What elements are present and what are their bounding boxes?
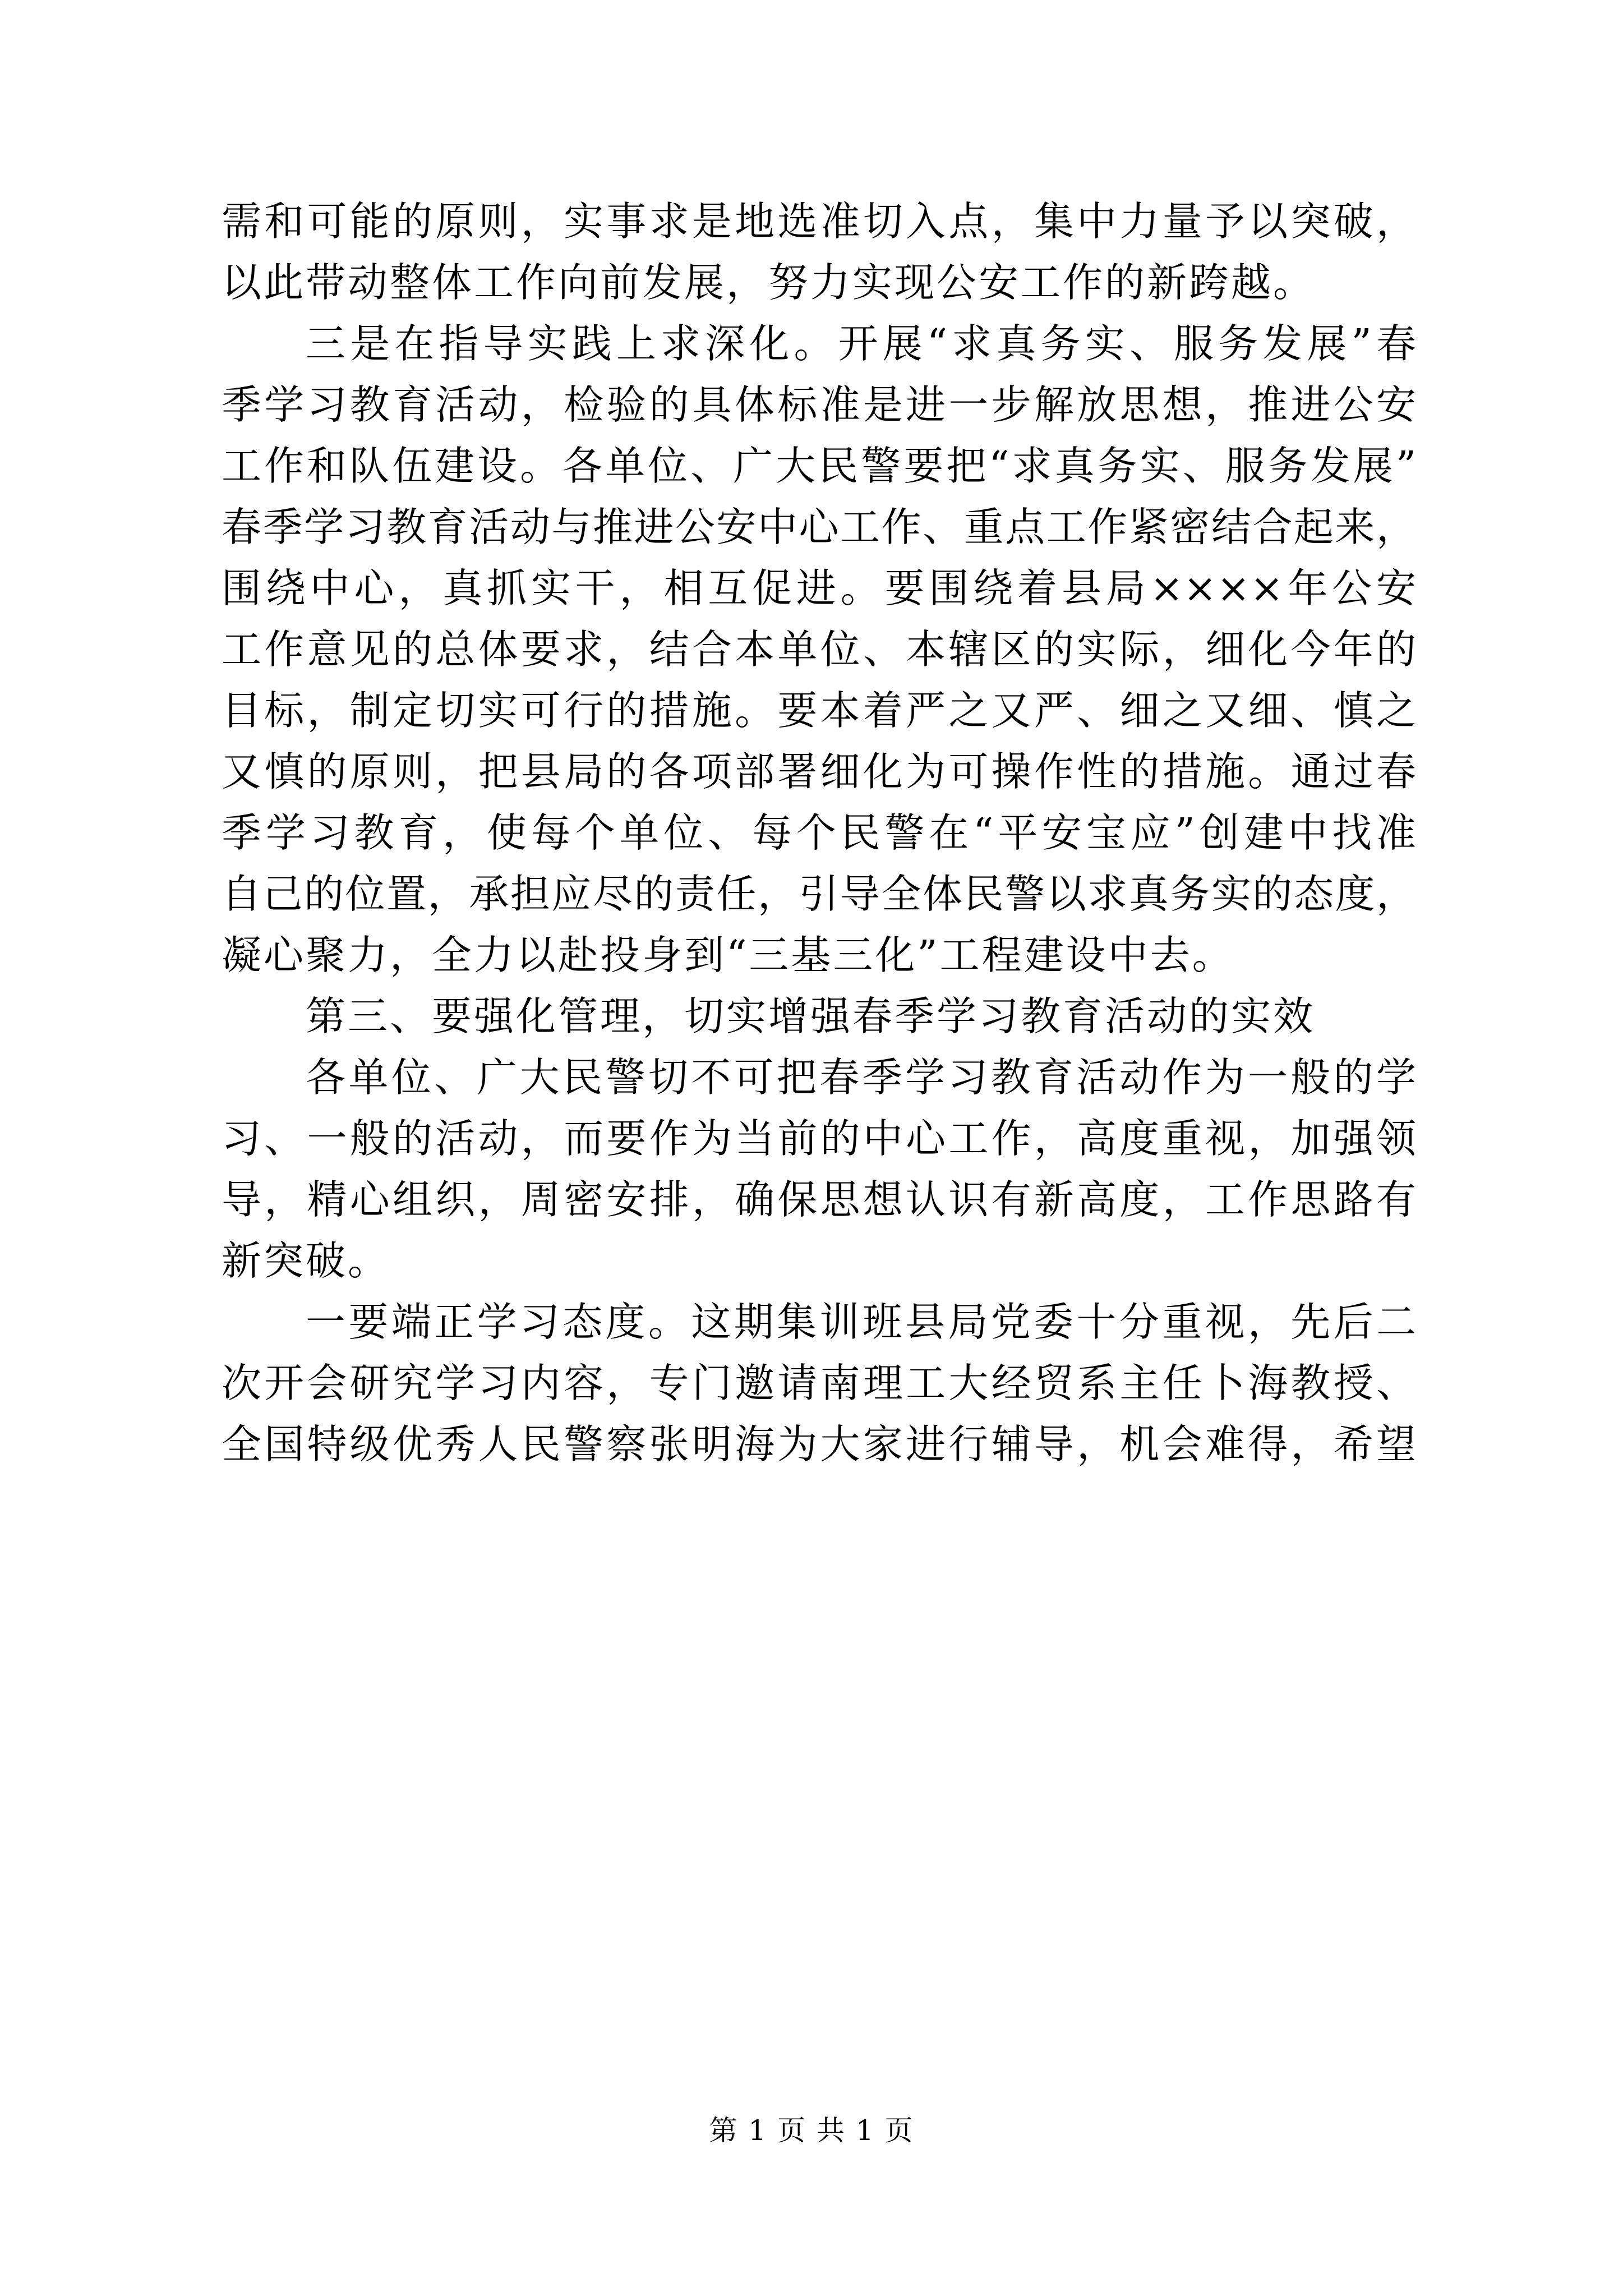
text-line: 季学习教育活动，检验的具体标准是进一步解放思想，推进公安 <box>222 381 1416 428</box>
paragraph-start-line: 三是在指导实践上求深化。开展“求真务实、服务发展”春 <box>306 320 1416 367</box>
page-number-footer: 第 1 页 共 1 页 <box>709 2114 914 2147</box>
text-line: 导，精心组织，周密安排，确保思想认识有新高度，工作思路有 <box>222 1176 1416 1223</box>
text-line: 工作意见的总体要求，结合本单位、本辖区的实际，细化今年的 <box>222 626 1416 673</box>
text-line: 习、一般的活动，而要作为当前的中心工作，高度重视，加强领 <box>222 1115 1416 1162</box>
body-text <box>222 191 1416 1475</box>
text-line: 季学习教育，使每个单位、每个民警在“平安宝应”创建中找准 <box>222 809 1416 856</box>
text-line: 次开会研究学习内容，专门邀请南理工大经贸系主任卜海教授、 <box>222 1360 1416 1406</box>
text-line: 工作和队伍建设。各单位、广大民警要把“求真务实、服务发展” <box>222 443 1416 489</box>
paragraph-start-line: 各单位、广大民警切不可把春季学习教育活动作为一般的学 <box>306 1054 1416 1101</box>
text-line: 新突破。 <box>222 1237 390 1284</box>
text-line: 又慎的原则，把县局的各项部署细化为可操作性的措施。通过春 <box>222 748 1416 795</box>
text-line: 凝心聚力，全力以赴投身到“三基三化”工程建设中去。 <box>222 932 1234 978</box>
text-line: 春季学习教育活动与推进公安中心工作、重点工作紧密结合起来， <box>222 504 1416 550</box>
text-line: 以此带动整体工作向前发展，努力实现公安工作的新跨越。 <box>222 259 1316 306</box>
text-line: 围绕中心，真抓实干，相互促进。要围绕着县局××××年公安 <box>222 565 1416 611</box>
text-line: 全国特级优秀人民警察张明海为大家进行辅导，机会难得，希望 <box>222 1421 1416 1467</box>
text-line: 目标，制定切实可行的措施。要本着严之又严、细之又细、慎之 <box>222 687 1416 734</box>
text-line: 需和可能的原则，实事求是地选准切入点，集中力量予以突破， <box>222 198 1416 245</box>
paragraph-start-line: 一要端正学习态度。这期集训班县局党委十分重视，先后二 <box>306 1299 1416 1345</box>
section-heading: 第三、要强化管理，切实增强春季学习教育活动的实效 <box>306 993 1316 1039</box>
text-line: 自己的位置，承担应尽的责任，引导全体民警以求真务实的态度， <box>222 871 1416 917</box>
